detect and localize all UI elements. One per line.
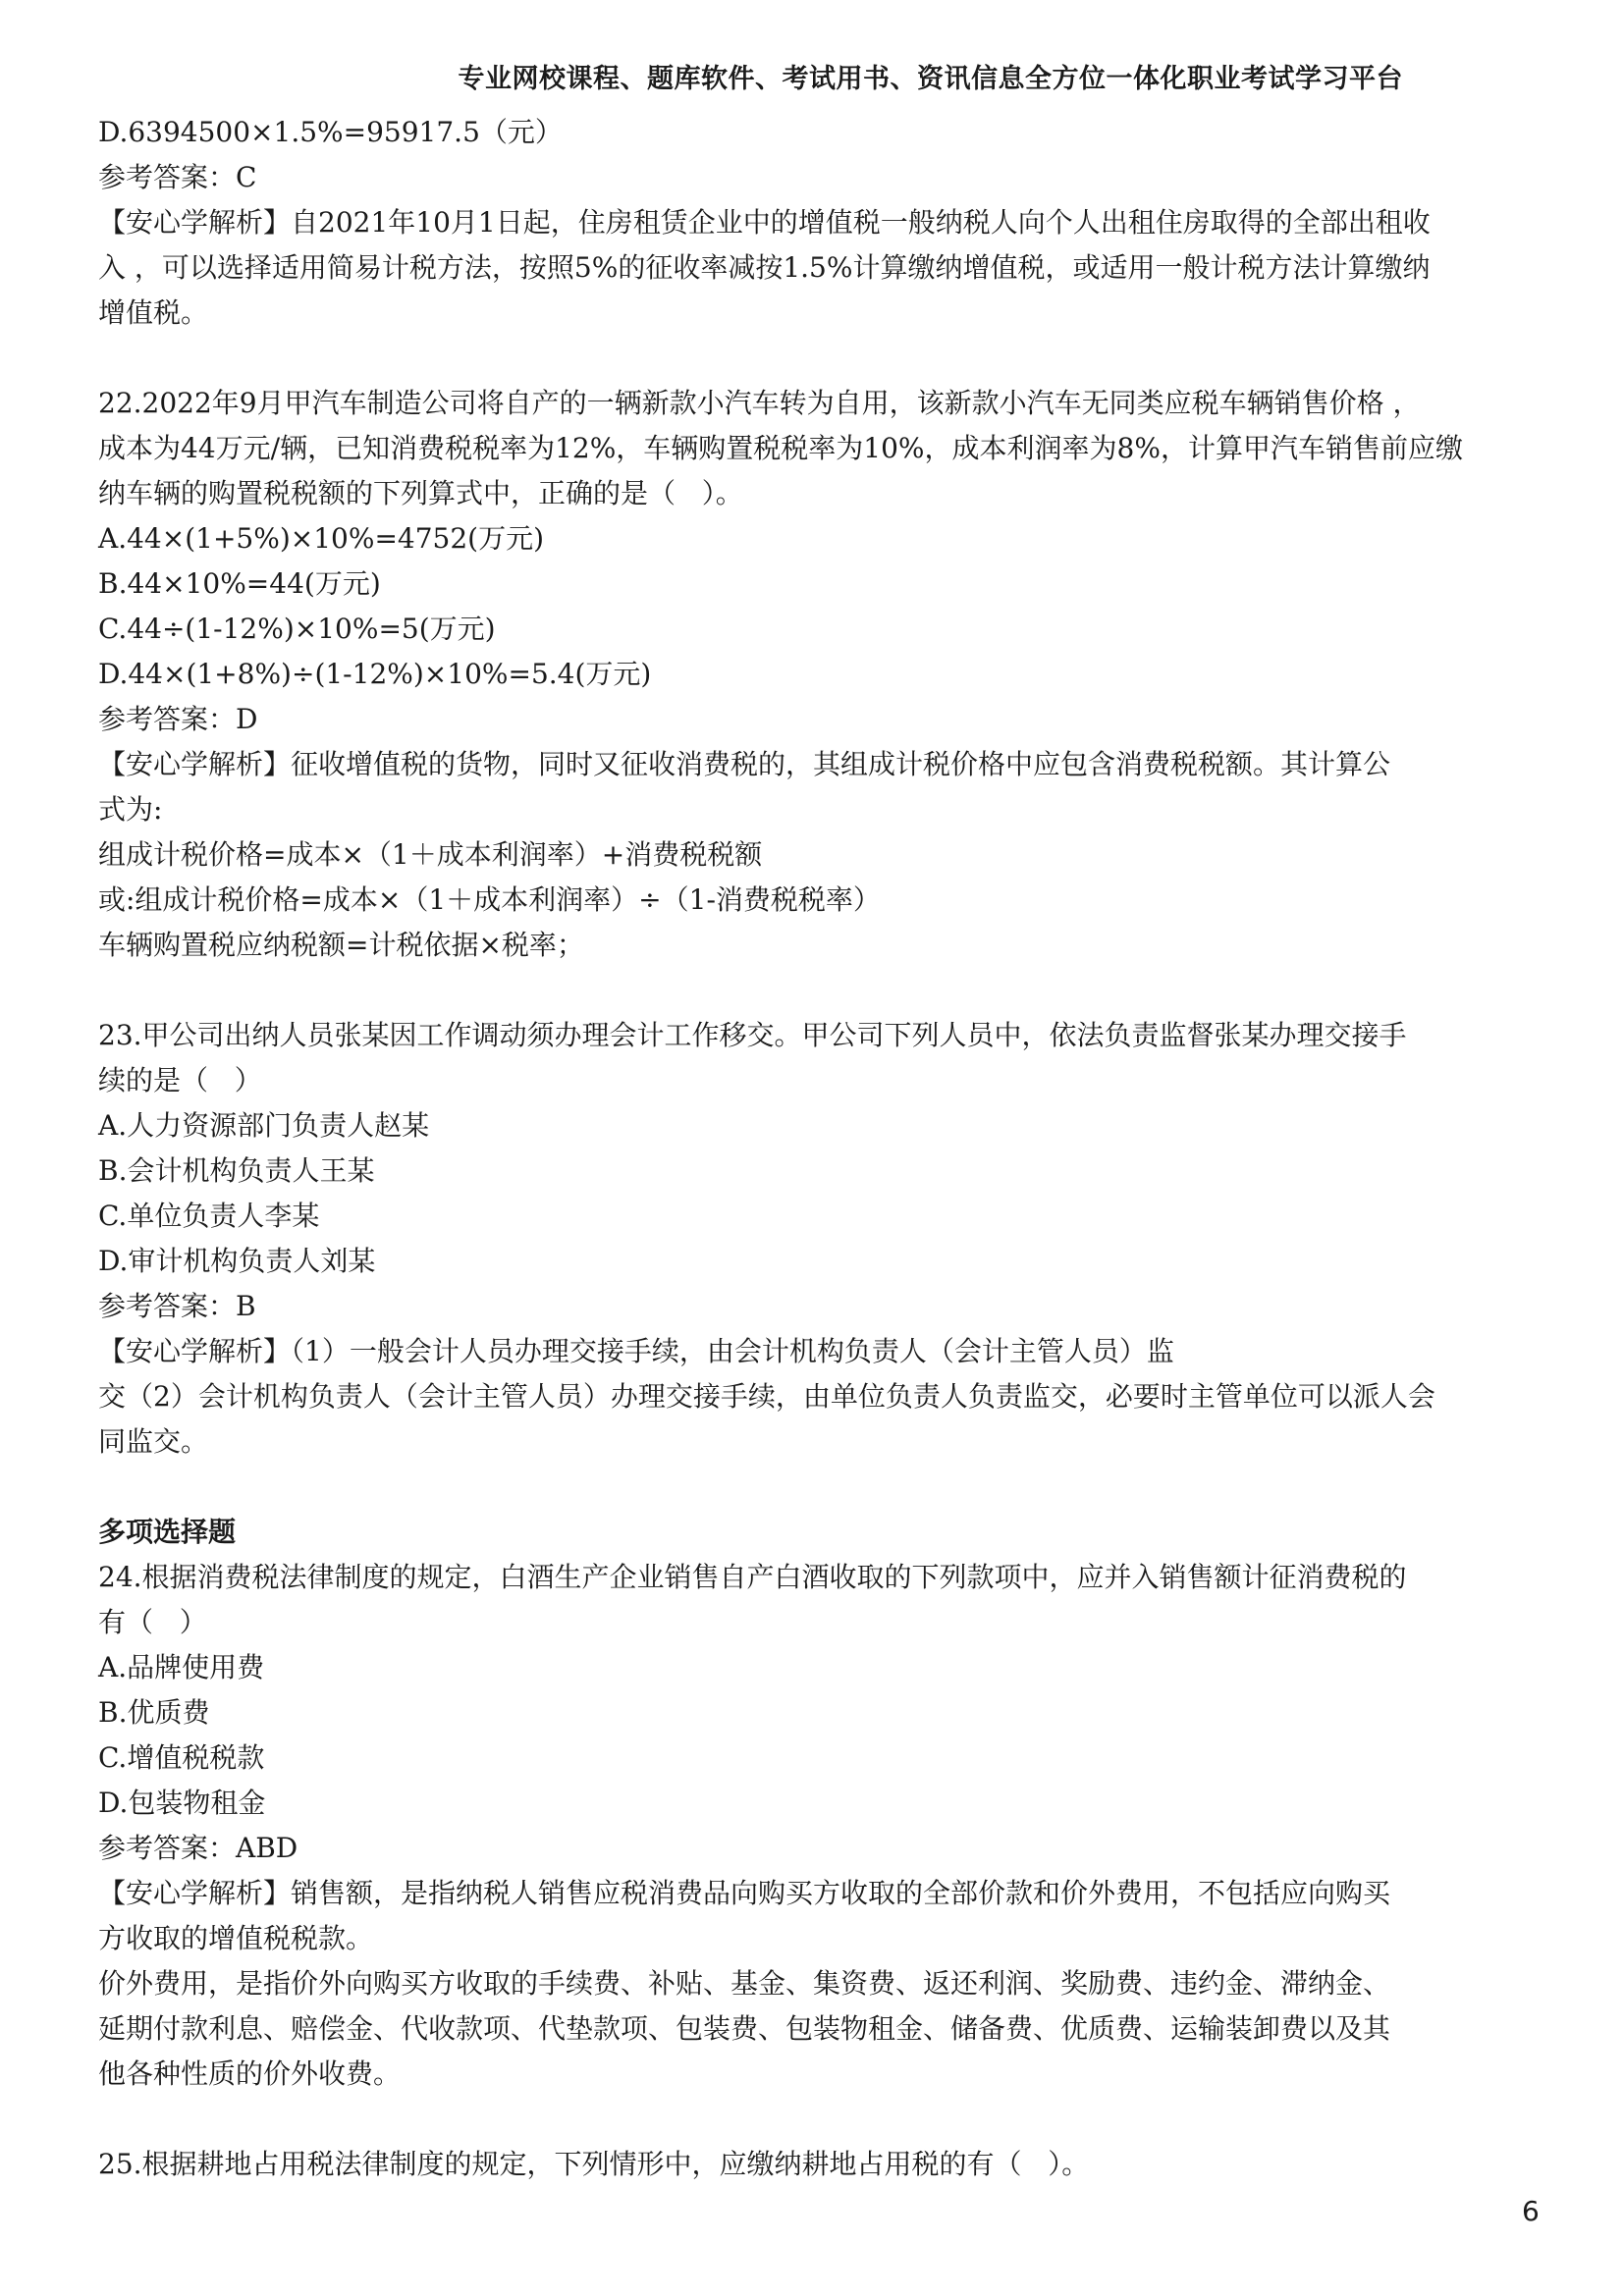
option-d: D.6394500×1.5%=95917.5（元）	[98, 116, 563, 148]
answer: 参考答案：ABD	[98, 1832, 298, 1864]
option-c: C.单位负责人李某	[98, 1200, 320, 1232]
page-header: 专业网校课程、题库软件、考试用书、资讯信息全方位一体化职业考试学习平台	[458, 64, 1403, 94]
answer: 参考答案：B	[98, 1290, 256, 1322]
page-number: 6	[1522, 2195, 1540, 2227]
question-stem: 成本为44万元/辆，已知消费税税率为12%，车辆购置税税率为10%，成本利润率为8%，计算甲汽车销售前应缴	[98, 432, 1463, 464]
option-b: B.优质费	[98, 1696, 210, 1729]
explanation-line: 方收取的增值税税款。	[98, 1922, 374, 1954]
option-d: D.44×(1+8%)÷(1-12%)×10%=5.4(万元)	[98, 658, 652, 690]
explanation-line: 同监交。	[98, 1425, 209, 1458]
explanation-line: 入 ，可以选择适用简易计税方法，按照5%的征收率减按1.5%计算缴纳增值税，或适用一般计税方法计算缴纳	[98, 251, 1431, 284]
option-c: C.增值税税款	[98, 1741, 265, 1774]
question-22	[98, 381, 1532, 968]
answer: 参考答案：C	[98, 161, 257, 193]
question-stem: 24.根据消费税法律制度的规定，白酒生产企业销售自产白酒收取的下列款项中，应并入销售额计征消费税的	[98, 1561, 1407, 1593]
explanation-line: 【安心学解析】自2021年10月1日起，住房租赁企业中的增值税一般纳税人向个人出租住房取得的全部出租收	[98, 206, 1431, 239]
explanation-line: 【安心学解析】征收增值税的货物，同时又征收消费税的，其组成计税价格中应包含消费税税额。其计算公	[98, 748, 1391, 780]
question-stem: 23.甲公司出纳人员张某因工作调动须办理会计工作移交。甲公司下列人员中，依法负责监督张某办理交接手	[98, 1019, 1407, 1051]
question-21-tail	[98, 110, 1532, 336]
option-d: D.审计机构负责人刘某	[98, 1245, 376, 1277]
question-stem: 25.根据耕地占用税法律制度的规定，下列情形中，应缴纳耕地占用税的有（ ）。	[98, 2148, 1090, 2180]
question-23	[98, 1013, 1532, 1465]
explanation-line: 【安心学解析】销售额，是指纳税人销售应税消费品向购买方收取的全部价款和价外费用，不包括应向购买	[98, 1877, 1391, 1909]
explanation-line: 价外费用，是指价外向购买方收取的手续费、补贴、基金、集资费、返还利润、奖励费、违约金、滞纳金、	[98, 1967, 1391, 2000]
explanation-line: 延期付款利息、赔偿金、代收款项、代垫款项、包装费、包装物租金、储备费、优质费、运输装卸费以及其	[98, 2012, 1391, 2045]
section-title: 多项选择题	[98, 1516, 237, 1548]
explanation-line: 式为:	[98, 793, 163, 826]
explanation-line: 【安心学解析】（1）一般会计人员办理交接手续，由会计机构负责人（会计主管人员）监	[98, 1335, 1174, 1367]
explanation-line: 他各种性质的价外收费。	[98, 2057, 402, 2090]
option-a: A.品牌使用费	[98, 1651, 265, 1683]
option-b: B.会计机构负责人王某	[98, 1154, 375, 1187]
explanation-line: 交（2）会计机构负责人（会计主管人员）办理交接手续，由单位负责人负责监交，必要时主管单位可以派人会	[98, 1380, 1435, 1413]
option-c: C.44÷(1-12%)×10%=5(万元)	[98, 613, 496, 645]
question-stem: 有（ ）	[98, 1606, 207, 1638]
explanation-line: 组成计税价格=成本×（1＋成本利润率）+消费税税额	[98, 838, 763, 871]
option-a: A.44×(1+5%)×10%=4752(万元)	[98, 522, 545, 555]
question-stem: 22.2022年9月甲汽车制造公司将自产的一辆新款小汽车转为自用，该新款小汽车无同类应税车辆销售价格 ，	[98, 387, 1421, 419]
question-24	[98, 1555, 1532, 2097]
explanation-line: 增值税。	[98, 296, 209, 329]
document-body	[98, 110, 1532, 2187]
answer: 参考答案：D	[98, 703, 258, 735]
question-stem: 续的是（ ）	[98, 1064, 262, 1096]
option-a: A.人力资源部门负责人赵某	[98, 1109, 430, 1142]
question-stem: 纳车辆的购置税税额的下列算式中，正确的是（ ）。	[98, 477, 743, 509]
option-b: B.44×10%=44(万元)	[98, 567, 381, 600]
explanation-line: 车辆购置税应纳税额=计税依据×税率；	[98, 929, 584, 961]
explanation-line: 或:组成计税价格=成本×（1＋成本利润率）÷（1-消费税税率）	[98, 883, 881, 916]
option-d: D.包装物租金	[98, 1787, 266, 1819]
question-25	[98, 2142, 1532, 2187]
